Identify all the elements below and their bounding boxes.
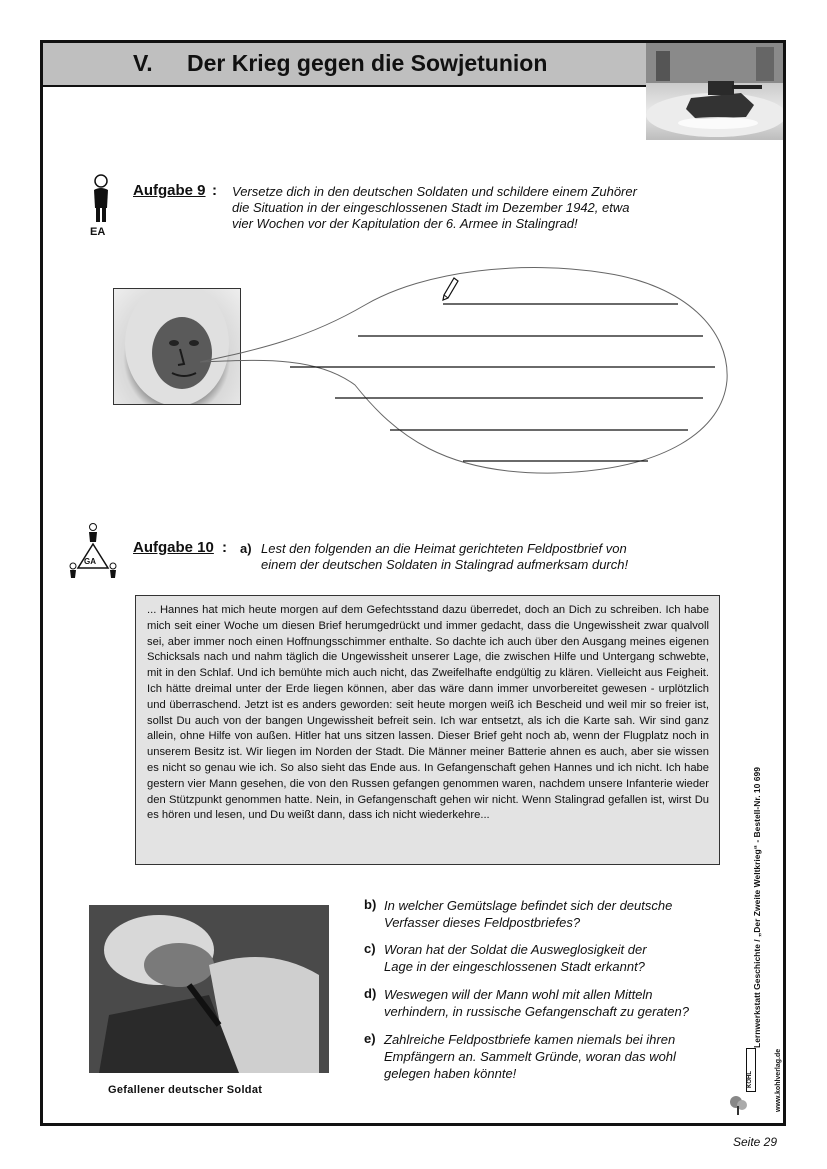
question-line: Lage in der eingeschlossenen Stadt erkannt? (384, 959, 645, 974)
speech-bubble (195, 255, 735, 480)
task10-label: Aufgabe 10 (133, 539, 214, 556)
task9-colon: : (212, 182, 217, 199)
question-c (384, 941, 647, 975)
publisher-name: KOHL (747, 1071, 753, 1088)
chapter-number: V. (133, 50, 153, 76)
task10-a-text (261, 541, 628, 573)
tank-illustration (646, 43, 783, 140)
question-d-letter: d) (364, 986, 377, 1001)
question-e-letter: e) (364, 1031, 376, 1046)
publisher-url: www.kohlverlag.de (775, 1048, 782, 1112)
question-line: Empfängern an. Sammelt Gründe, woran das wohl (384, 1049, 676, 1064)
question-line: Weswegen will der Mann wohl mit allen Mitteln (384, 987, 653, 1002)
field-post-letter (135, 595, 720, 865)
task10-colon: : (222, 539, 227, 556)
chapter-title: Der Krieg gegen die Sowjetunion (187, 50, 548, 76)
publisher-tree-icon (728, 1094, 748, 1116)
question-line: In welcher Gemütslage befindet sich der deutsche (384, 898, 673, 913)
pencil-icon (440, 276, 460, 302)
task9-line: vier Wochen vor der Kapitulation der 6. Armee in Stalingrad! (232, 216, 578, 231)
group-work-icon (68, 522, 118, 580)
question-line: verhindern, in russische Gefangenschaft zu geraten? (384, 1004, 689, 1019)
question-line: Woran hat der Soldat die Ausweglosigkeit der (384, 942, 647, 957)
question-line: Verfasser dieses Feldpostbriefes? (384, 915, 581, 930)
letter-text: ... Hannes hat mich heute morgen auf dem Gefechtsstand dazu überredet, doch an Dich zu schreiben. Ich habe mich seit einer Woche um diesen Brief herumgedrückt und immer gedacht, dass die Ungewissheit zwar qualvoll sei, aber immer noch einen Hoffnungsschimmer enthalte. So dachte ich auch über den Ausgang meines eigenen Schicksals nach und nahm täglich die Ungewissheit unserer Lage, die zwischen Hilfe und Untergang schwebte, mit in den Schlaf. Und ich bemühte mich auch nicht, das Zweifelhafte endgültig zu klären. Vielleicht aus Feigheit. Ich hätte dreimal unter der Erde liegen können, aber das wäre dann immer unvorbereitet gewesen - urplötzlich und überraschend. Jetzt ist es anders geworden: seit heute morgen weiß ich Bescheid und weil mir so freier ist, sollst Du auch von der bangen Ungewissheit befreit sein. Ich war entsetzt, als ich die Karte sah. Wir sind ganz allein, ohne Hilfe von außen. Hitler hat uns sitzen lassen. Dieser Brief geht noch ab, wenn der Flugplatz noch in unserem Besitz ist. Wir liegen im Norden der Stadt. Die Männer meiner Batterie ahnen es auch, aber sie wissen es nicht so genau wie ich. So also sieht das Ende aus. In Gefangenschaft gehen Hannes und ich nicht. Ich habe gestern vier Mann gesehen, die von den Russen gefangen genommen waren, nachdem unsere Infanterie wieder den Stützpunkt genommen hatte. Nein, in Gefangenschaft gehen wir nicht. Wenn Stalingrad gefallen ist, wirst Du es hören und lesen, und Du weißt dann, dass ich nicht wiederkehre... (147, 604, 709, 822)
tank-photo (646, 43, 783, 140)
question-line: Zahlreiche Feldpostbriefe kamen niemals bei ihren (384, 1032, 676, 1047)
question-line: gelegen haben könnte! (384, 1066, 517, 1081)
question-e (384, 1031, 676, 1082)
fallen-soldier-photo (89, 905, 329, 1073)
ea-label: EA (90, 226, 106, 238)
question-c-letter: c) (364, 941, 376, 956)
task9-line: die Situation in der eingeschlossenen Stadt im Dezember 1942, etwa (232, 200, 630, 215)
task10-a-letter: a) (240, 541, 252, 556)
task10-a-line: Lest den folgenden an die Heimat gerichteten Feldpostbrief von (261, 541, 627, 556)
task9-label: Aufgabe 9 (133, 182, 206, 199)
task9-instructions (232, 184, 637, 232)
question-d (384, 986, 689, 1020)
ga-label: GA (84, 557, 96, 566)
individual-work-icon (90, 174, 112, 224)
task9-line: Versetze dich in den deutschen Soldaten und schildere einem Zuhörer (232, 184, 637, 199)
series-info: Lernwerkstatt Geschichte / „Der Zweite Weltkrieg“ - Bestell-Nr. 10 699 (752, 767, 762, 1048)
question-b-letter: b) (364, 897, 377, 912)
task10-a-line: einem der deutschen Soldaten in Stalingrad aufmerksam durch! (261, 557, 629, 572)
fallen-soldier-image (89, 905, 329, 1073)
question-b (384, 897, 672, 931)
page-number: Seite 29 (733, 1135, 778, 1149)
photo-caption: Gefallener deutscher Soldat (108, 1084, 263, 1096)
